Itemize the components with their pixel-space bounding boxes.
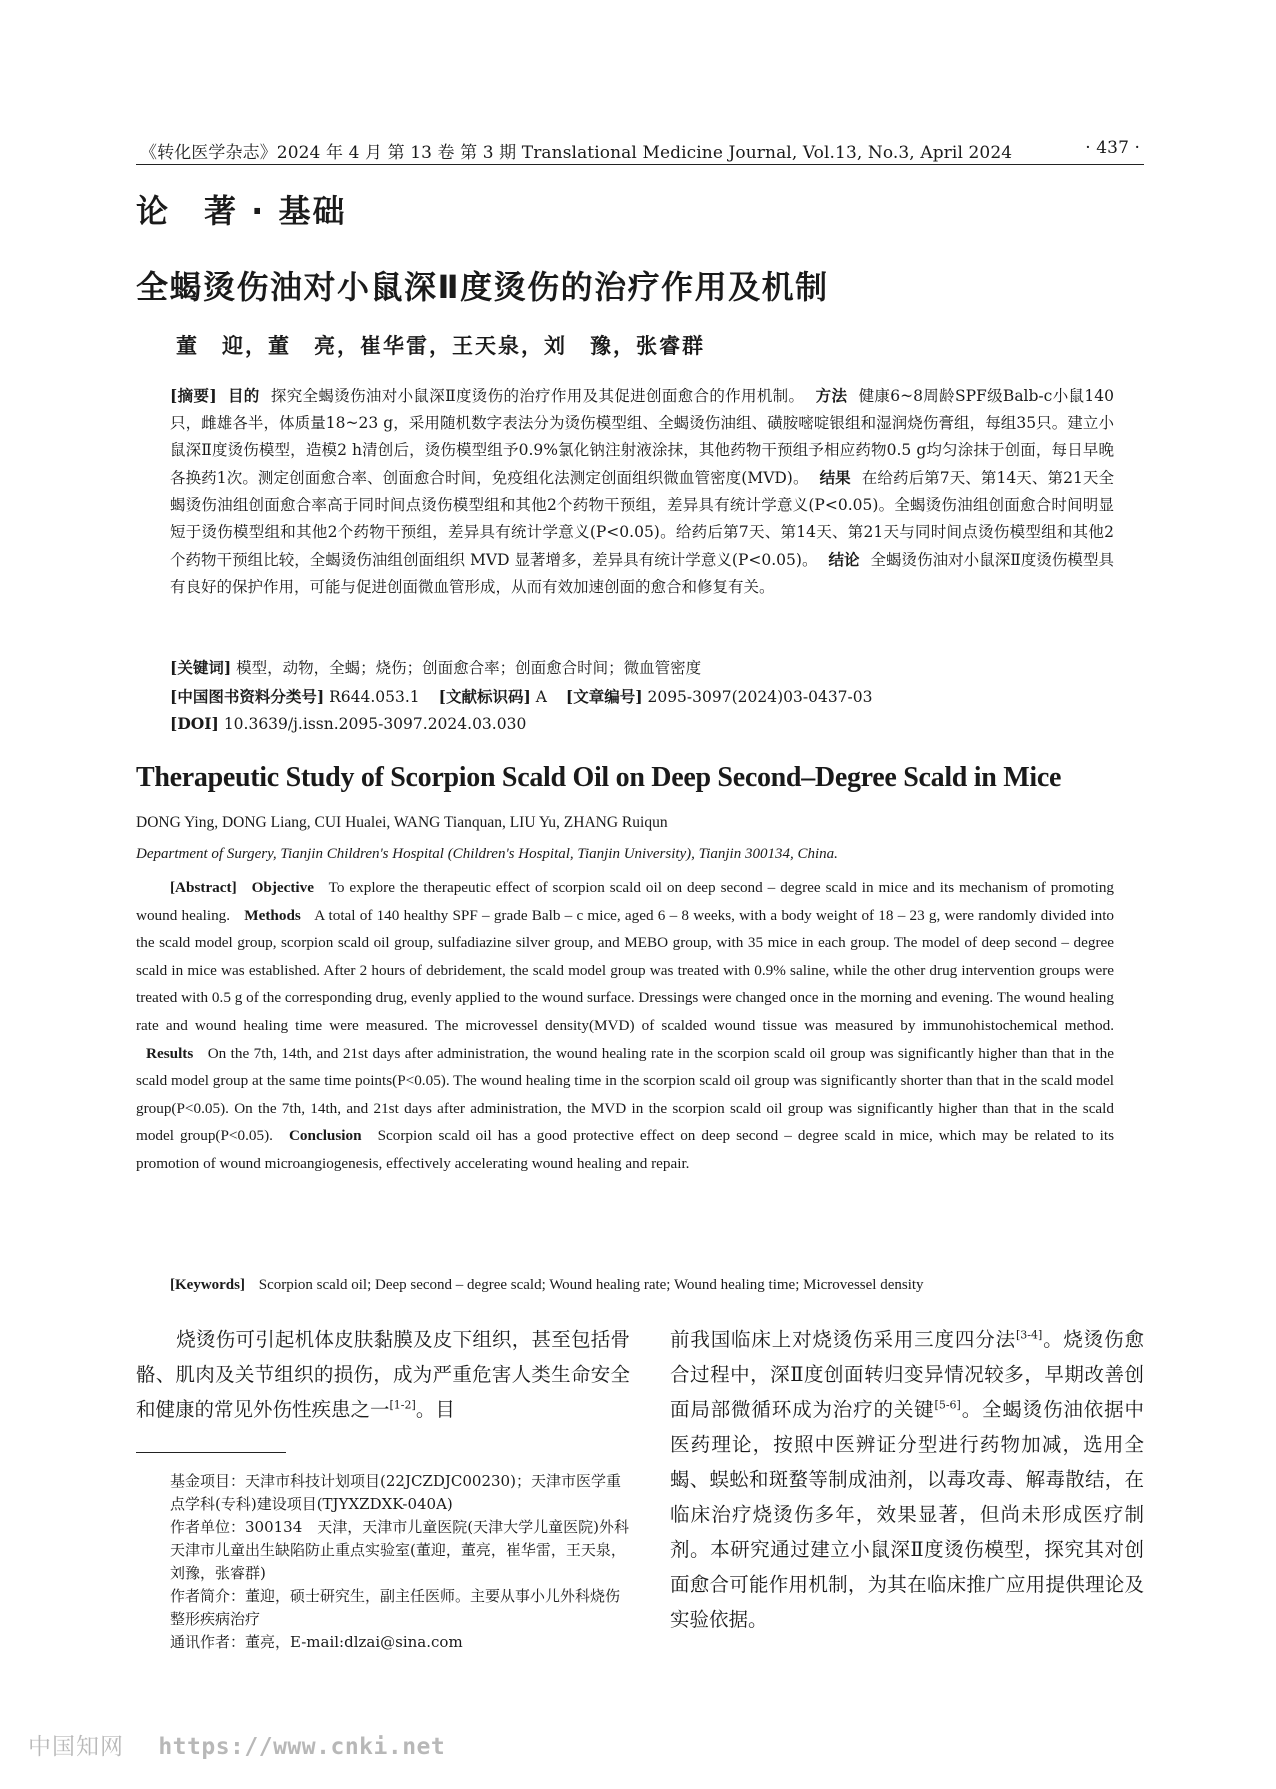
- keywords-en: [170, 1277, 1114, 1294]
- footnote-bio: 作者简介：董迎，硕士研究生，副主任医师。主要从事小儿外科烧伤整形疾病治疗: [170, 1587, 621, 1628]
- header-rule: [136, 164, 1144, 165]
- footnote-funding: 基金项目：天津市科技计划项目(22JCZDJC00230)；天津市医学重点学科(专科)建设项目(TJYXZDXK-040A): [170, 1472, 621, 1513]
- watermark-url[interactable]: https://www.cnki.net: [158, 1734, 446, 1760]
- objective-label-zh: 目的: [227, 386, 260, 405]
- page-number: · 437 ·: [1085, 138, 1140, 158]
- body-left-text: 烧烫伤可引起机体皮肤黏膜及皮下组织，甚至包括骨骼、肌肉及关节组织的损伤，成为严重危害人类生命安全和健康的常见外伤性疾患之一: [136, 1328, 630, 1421]
- conclusion-text-zh: 全蝎烫伤油对小鼠深Ⅱ度烫伤模型具有良好的保护作用，可能与促进创面微血管形成，从而有效加速创面的愈合和修复有关。: [170, 551, 1114, 596]
- doi-label: [DOI]: [170, 714, 219, 733]
- running-header: [140, 138, 1140, 163]
- doc-code: A: [535, 688, 547, 706]
- running-title: 《转化医学杂志》2024 年 4 月 第 13 卷 第 3 期 Translational Medicine Journal, Vol.13, No.3, April 2024: [140, 143, 1013, 163]
- footnote-contact: 通讯作者：董亮，E-mail:dlzai@sina.com: [170, 1633, 463, 1651]
- objective-text-en: To explore the therapeutic effect of scorpion scald oil on deep second – degree scald in mice and its mechanism of promoting wound healing.: [136, 879, 1115, 924]
- methods-text-zh: 健康6~8周龄SPF级Balb-c小鼠140只，雌雄各半，体质量18~23 g，采用随机数字表法分为烫伤模型组、全蝎烫伤油组、磺胺嘧啶银组和湿润烧伤膏组，每组35只。建立小鼠深Ⅱ度烫伤模型，造模2 h清创后，烫伤模型组予0.9%氯化钠注射液涂抹，其他药物干预组予相应药物0.5 g均匀涂抹于创面，每日早晚各换药1次。测定创面愈合率、创面愈合时间，免疫组化法测定创面组织微血管密度(MVD)。: [170, 387, 1114, 487]
- abstract-zh-label: [摘要]: [170, 386, 217, 405]
- article-number: 2095-3097(2024)03-0437-03: [647, 688, 873, 706]
- conclusion-text-en: Scorpion scald oil has a good protective effect on deep second – degree scald in mice, which may be related to its promotion of wound microangiogenesis, effectively accelerating wound healing and repair.: [136, 1127, 1114, 1172]
- watermark-brand: 中国知网: [28, 1734, 124, 1760]
- authors-en: DONG Ying, DONG Liang, CUI Hualei, WANG Tianquan, LIU Yu, ZHANG Ruiqun: [136, 814, 668, 831]
- authors-zh: 董 迎，董 亮，崔华雷，王天泉，刘 豫，张睿群: [176, 333, 705, 358]
- abstract-en: [136, 874, 1114, 1178]
- abstract-en-label: [Abstract]: [170, 879, 237, 896]
- results-text-en: On the 7th, 14th, and 21st days after administration, the wound healing rate in the scorpion scald oil group was significantly higher than that in the scald model group at the same time points(P<0.05). The wound healing time in the scorpion scald oil group was significantly shorter than that in the scald model group(P<0.05). On the 7th, 14th, and 21st days after administration, the MVD in the scorpion scald oil group was significantly higher than that in the scald model group(P<0.05).: [136, 1044, 1114, 1145]
- citation-1-2[interactable]: [1-2]: [389, 1398, 416, 1412]
- keywords-en-label: [Keywords]: [170, 1277, 245, 1293]
- section-label: 论 著 · 基础: [136, 192, 347, 230]
- body-right-text-a: 前我国临床上对烧烫伤采用三度四分法: [670, 1328, 1016, 1351]
- methods-text-en: A total of 140 healthy SPF – grade Balb – c mice, aged 6 – 8 weeks, with a body weight of 18 – 23 g, were randomly divided into the scald model group, scorpion scald oil group, sulfadiazine silver group, and MEBO group, with 35 mice in each group. The model of deep second – degree scald in mice was established. After 2 hours of debridement, the scald model group was treated with 0.9% saline, while the other drug intervention groups were treated with 0.5 g of the corresponding drug, evenly applied to the wound surface. Dressings were changed once in the morning and evening. The wound healing rate and wound healing time were measured. The microvessel density(MVD) of scalded wound tissue was measured by immunohistochemical method.: [136, 906, 1115, 1034]
- keywords-en-text: Scorpion scald oil; Deep second – degree scald; Wound healing rate; Wound healing time; Microvessel density: [258, 1277, 924, 1293]
- citation-5-6[interactable]: [5-6]: [934, 1398, 961, 1412]
- keywords-zh-text: 模型，动物，全蝎；烧伤；创面愈合率；创面愈合时间；微血管密度: [236, 659, 702, 677]
- footnotes: [136, 1470, 644, 1654]
- results-text-zh: 在给药后第7天、第14天、第21天全蝎烫伤油组创面愈合率高于同时间点烫伤模型组和其他2个药物干预组，差异具有统计学意义(P<0.05)。全蝎烫伤油组创面愈合时间明显短于烫伤模型组和其他2个药物干预组，差异具有统计学意义(P<0.05)。给药后第7天、第14天、第21天与同时间点烫伤模型组和其他2个药物干预组比较，全蝎烫伤油组创面组织 MVD 显著增多，差异具有统计学意义(P<0.05)。: [170, 469, 1114, 569]
- methods-label-zh: 方法: [815, 386, 848, 405]
- affiliation-en: Department of Surgery, Tianjin Children's Hospital (Children's Hospital, Tianjin University), Tianjin 300134, China.: [136, 846, 838, 862]
- body-column-left: [136, 1322, 630, 1427]
- body-column-right: [670, 1322, 1144, 1637]
- doc-code-label: [文献标识码]: [438, 687, 531, 706]
- body-right-text-b: 。烧烫伤愈合过程中，深Ⅱ度创面转归变异情况较多，早期改善创面局部微循环成为治疗的关键: [670, 1328, 1144, 1421]
- conclusion-label-zh: 结论: [828, 550, 860, 569]
- results-label-en: Results: [146, 1044, 194, 1062]
- keywords-zh-label: [关键词]: [170, 658, 232, 677]
- article-title-zh: 全蝎烫伤油对小鼠深Ⅱ度烫伤的治疗作用及机制: [136, 268, 829, 306]
- classification-line: [170, 685, 1114, 707]
- footnote-unit: 作者单位：300134 天津，天津市儿童医院(天津大学儿童医院)外科 天津市儿童出生缺陷防止重点实验室(董迎，董亮，崔华雷，王天泉，刘豫，张睿群): [170, 1518, 644, 1582]
- objective-text-zh: 探究全蝎烫伤油对小鼠深Ⅱ度烫伤的治疗作用及其促进创面愈合的作用机制。: [270, 387, 805, 405]
- citation-3-4[interactable]: [3-4]: [1015, 1328, 1043, 1342]
- objective-label-en: Objective: [251, 879, 314, 896]
- body-left-tail: 。目: [415, 1398, 455, 1421]
- body-right-text-c: 。全蝎烫伤油依据中医药理论，按照中医辨证分型进行药物加减，选用全蝎、蜈蚣和斑蝥等制成油剂，以毒攻毒、解毒散结，在临床治疗烧烫伤多年，效果显著，但尚未形成医疗制剂。本研究通过建立小鼠深Ⅱ度烫伤模型，探究其对创面愈合可能作用机制，为其在临床推广应用提供理论及实验依据。: [670, 1398, 1144, 1631]
- results-label-zh: 结果: [819, 468, 851, 487]
- clc-code: R644.053.1: [329, 688, 420, 706]
- clc-label: [中国图书资料分类号]: [170, 687, 325, 706]
- abstract-zh: [170, 382, 1114, 601]
- cnki-watermark: [28, 1728, 445, 1761]
- keywords-zh: [170, 656, 1114, 678]
- methods-label-en: Methods: [244, 906, 301, 924]
- footnote-rule: [136, 1452, 286, 1453]
- doi-line: [170, 714, 1114, 733]
- article-title-en: Therapeutic Study of Scorpion Scald Oil on Deep Second–Degree Scald in Mice: [136, 762, 1062, 793]
- conclusion-label-en: Conclusion: [288, 1127, 362, 1145]
- article-number-label: [文章编号]: [565, 687, 643, 706]
- doi-value[interactable]: 10.3639/j.issn.2095-3097.2024.03.030: [223, 715, 527, 733]
